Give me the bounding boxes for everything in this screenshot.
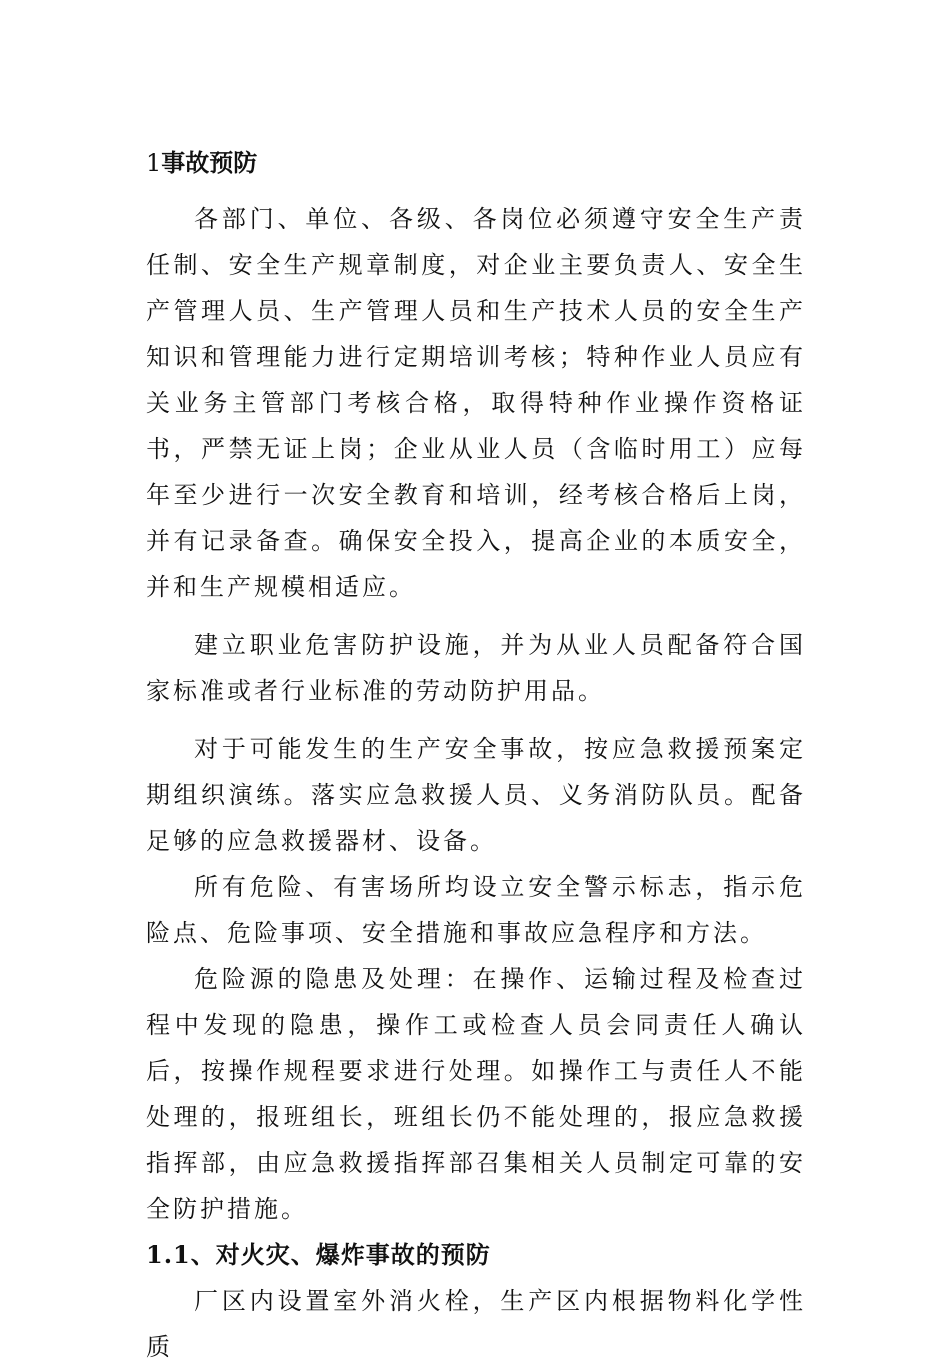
section-heading-1 bbox=[146, 140, 806, 186]
document-body bbox=[146, 140, 806, 1370]
paragraph-fire-hydrant: 厂区内设置室外消火栓，生产区内根据物料化学性质 bbox=[146, 1287, 806, 1361]
section-number: 1 bbox=[146, 149, 162, 177]
section-heading-1-1: 1.1、对火灾、爆炸事故的预防 bbox=[146, 1240, 491, 1269]
section-title: 事故预防 bbox=[161, 148, 258, 177]
paragraph-occupational-protection: 建立职业危害防护设施，并为从业人员配备符合国家标准或者行业标准的劳动防护用品。 bbox=[146, 631, 806, 705]
paragraph-warning-signs: 所有危险、有害场所均设立安全警示标志，指示危险点、危险事项、安全措施和事故应急程序和方法。 bbox=[146, 873, 806, 947]
paragraph-safety-responsibility: 各部门、单位、各级、各岗位必须遵守安全生产责任制、安全生产规章制度，对企业主要负责人、安全生产管理人员、生产管理人员和生产技术人员的安全生产知识和管理能力进行定期培训考核；特种作业人员应有关业务主管部门考核合格，取得特种作业操作资格证书，严禁无证上岗；企业从业人员（含临时用工）应每年至少进行一次安全教育和培训，经考核合格后上岗，并有记录备查。确保安全投入，提高企业的本质安全，并和生产规模相适应。 bbox=[146, 205, 806, 601]
paragraph-emergency-drill: 对于可能发生的生产安全事故，按应急救援预案定期组织演练。落实应急救援人员、义务消防队员。配备足够的应急救援器材、设备。 bbox=[146, 735, 806, 855]
paragraph-hazard-handling: 危险源的隐患及处理：在操作、运输过程及检查过程中发现的隐患，操作工或检查人员会同责任人确认后，按操作规程要求进行处理。如操作工与责任人不能处理的，报班组长，班组长仍不能处理的，报应急救援指挥部，由应急救援指挥部召集相关人员制定可靠的安全防护措施。 bbox=[146, 965, 806, 1223]
